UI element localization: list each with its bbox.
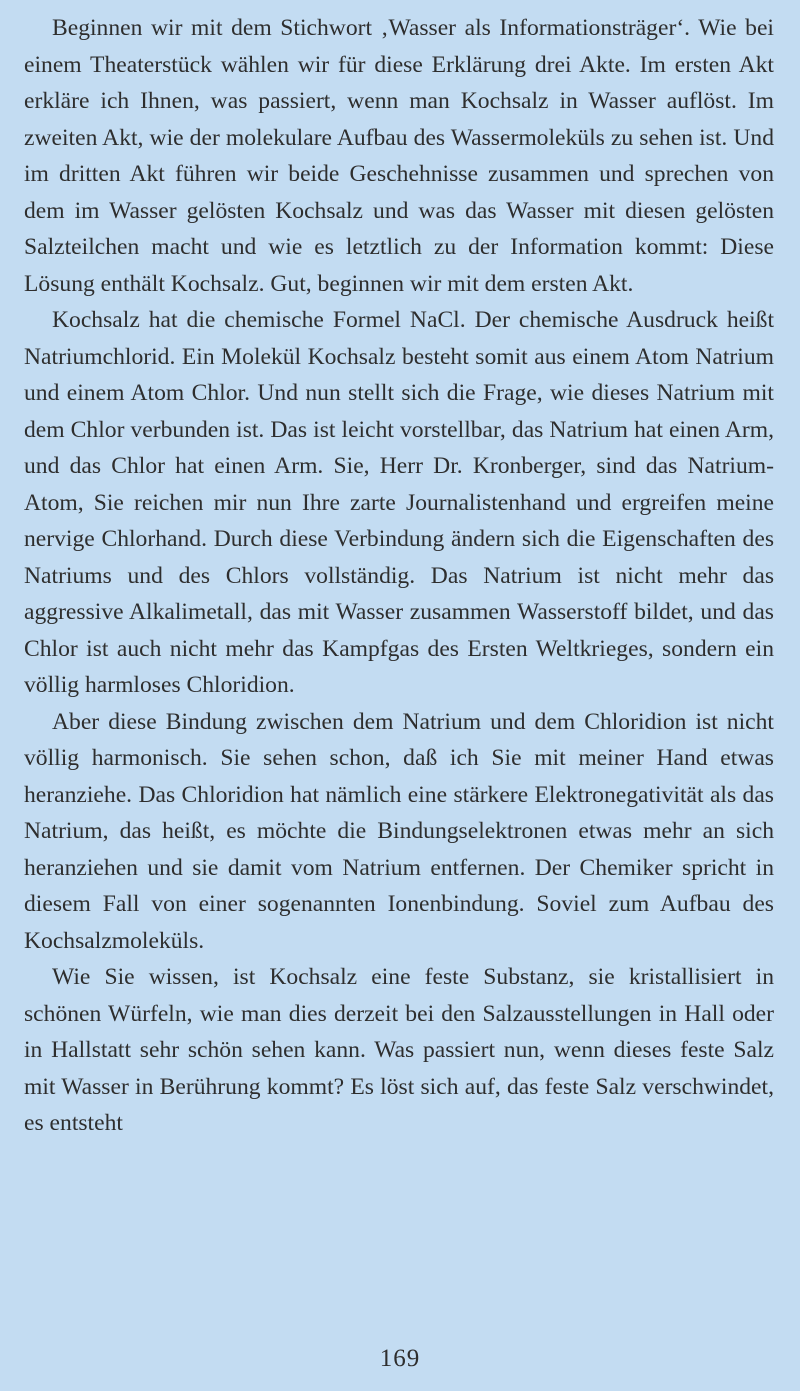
- page-number: 169: [379, 1345, 421, 1372]
- paragraph-3: Aber diese Bindung zwischen dem Natrium und dem Chloridion ist nicht völlig harmonisch. Sie sehen schon, daß ich Sie mit meiner Hand etwas heranziehe. Das Chloridion hat nämlich eine stärkere Elektronegativität als das Natrium, das heißt, es möchte die Bindungselektronen etwas mehr an sich heranziehen und sie damit vom Natrium entfernen. Der Chemiker spricht in diesem Fall von einer sogenannten Ionenbindung. Soviel zum Aufbau des Kochsalzmoleküls.: [24, 708, 774, 954]
- paragraph-1: Beginnen wir mit dem Stichwort ‚Wasser als Informationsträger‘. Wie bei einem Theaterstück wählen wir für diese Erklärung drei Akte. Im ersten Akt erkläre ich Ihnen, was passiert, wenn man Kochsalz in Wasser auflöst. Im zweiten Akt, wie der molekulare Aufbau des Wassermoleküls zu sehen ist. Und im dritten Akt führen wir beide Geschehnisse zusammen und sprechen von dem im Wasser gelösten Kochsalz und was das Wasser mit diesen gelösten Salzteilchen macht und wie es letztlich zu der Information kommt: Diese Lösung enthält Kochsalz. Gut, beginnen wir mit dem ersten Akt.: [24, 15, 774, 297]
- book-page: [24, 10, 774, 1142]
- paragraph-2: Kochsalz hat die chemische Formel NaCl. Der chemische Ausdruck heißt Natriumchlorid. Ein Molekül Kochsalz besteht somit aus einem Atom Natrium und einem Atom Chlor. Und nun stellt sich die Frage, wie dieses Natrium mit dem Chlor verbunden ist. Das ist leicht vorstellbar, das Natrium hat einen Arm, und das Chlor hat einen Arm. Sie, Herr Dr. Kronberger, sind das Natrium-Atom, Sie reichen mir nun Ihre zarte Journalistenhand und ergreifen meine nervige Chlorhand. Durch diese Verbindung ändern sich die Eigenschaften des Natriums und des Chlors vollständig. Das Natrium ist nicht mehr das aggressive Alkalimetall, das mit Wasser zusammen Wasserstoff bildet, und das Chlor ist auch nicht mehr das Kampfgas des Ersten Weltkrieges, sondern ein völlig harmloses Chloridion.: [24, 307, 774, 698]
- paragraph-4: Wie Sie wissen, ist Kochsalz eine feste Substanz, sie kristallisiert in schönen Würfeln, wie man dies derzeit bei den Salzausstellungen in Hall oder in Hallstatt sehr schön sehen kann. Was passiert nun, wenn dieses feste Salz mit Wasser in Berührung kommt? Es löst sich auf, das feste Salz verschwindet, es entsteht: [24, 964, 774, 1136]
